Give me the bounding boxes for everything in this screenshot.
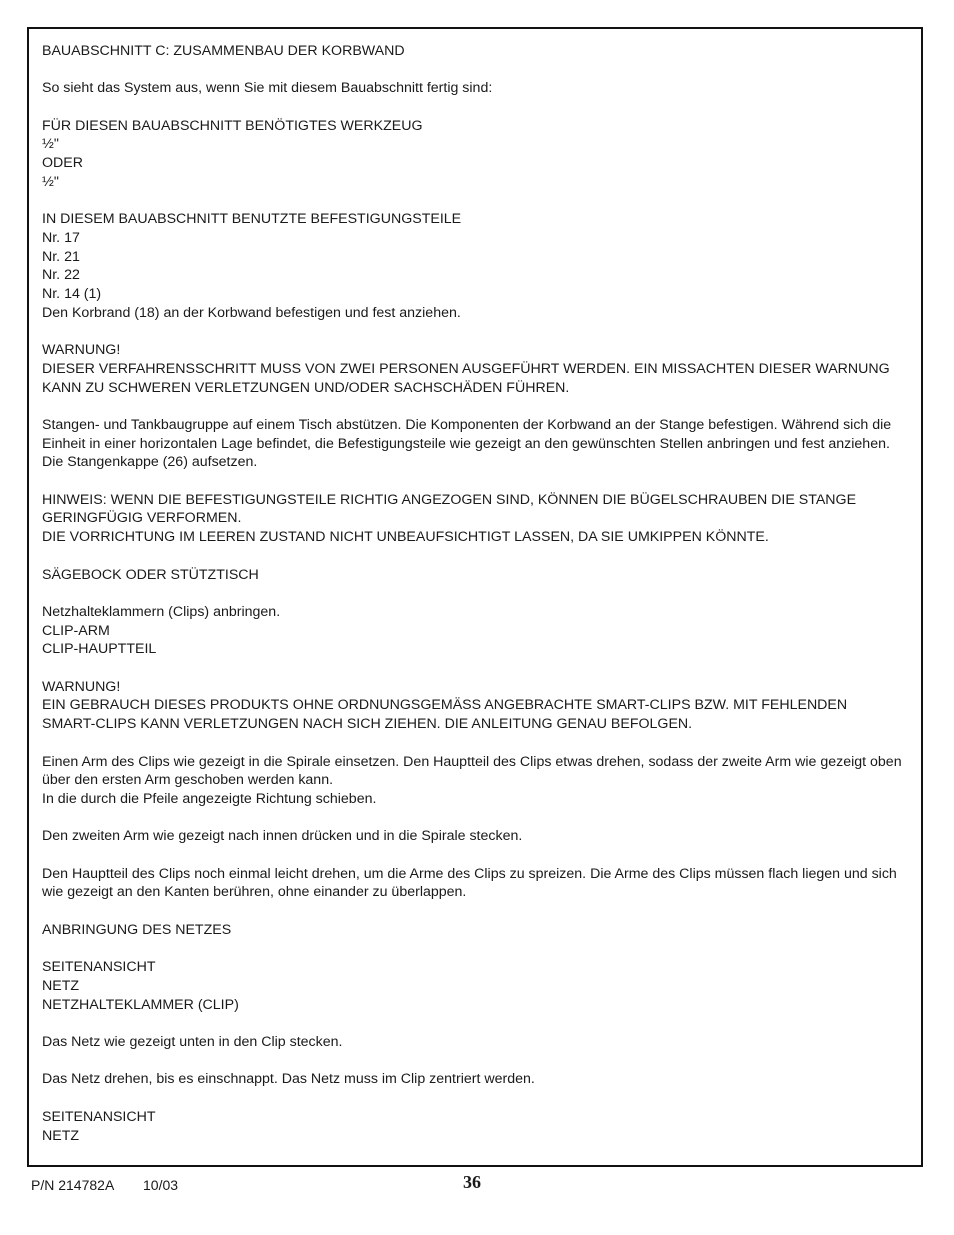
paragraph-sawhorse: SÄGEBOCK ODER STÜTZTISCH (42, 566, 259, 583)
page-number: 36 (463, 1172, 481, 1192)
paragraph-tools: FÜR DIESEN BAUABSCHNITT BENÖTIGTES WERKZEUG ½" ODER ½" (42, 117, 423, 190)
paragraph-insert-arm: Einen Arm des Clips wie gezeigt in die Spirale einsetzen. Den Hauptteil des Clips etwas drehen, sodass der zweite Arm wie gezeigt oben über den ersten Arm geschoben werden kann. In die durch die Pfeile angezeigte Richtung schieben. (42, 753, 902, 807)
paragraph-side-view-clip: SEITENANSICHT NETZ NETZHALTEKLAMMER (CLIP) (42, 959, 239, 1013)
paragraph-note-u-bolts: HINWEIS: WENN DIE BEFESTIGUNGSTEILE RICHTIG ANGEZOGEN SIND, KÖNNEN DIE BÜGELSCHRAUBEN DIE STANGE GERINGFÜGIG VERFORMEN. DIE VORRICHTUNG IM LEEREN ZUSTAND NICHT UNBEAUFSICHTIGT LASSEN, DA SIE UMKIPPEN KÖNNTE. (42, 491, 857, 546)
paragraph-clips: Netzhalteklammern (Clips) anbringen. CLIP-ARM CLIP-HAUPTTEIL (42, 603, 281, 658)
paragraph-intro: So sieht das System aus, wenn Sie mit diesem Bauabschnitt fertig sind: (42, 80, 493, 97)
footer-date: 10/03 (143, 1177, 179, 1193)
footer-part-number: P/N 214782A (31, 1177, 115, 1193)
document-body (42, 42, 904, 1164)
paragraph-rotate-net: Das Netz drehen, bis es einschnappt. Das Netz muss im Clip zentriert werden. (42, 1071, 535, 1088)
paragraph-net-heading: ANBRINGUNG DES NETZES (42, 921, 232, 938)
page-frame (27, 27, 923, 1167)
section-title: BAUABSCHNITT C: ZUSAMMENBAU DER KORBWAND (42, 43, 405, 59)
paragraph-spread-arms: Den Hauptteil des Clips noch einmal leicht drehen, um die Arme des Clips zu spreizen. Die Arme des Clips müssen flach liegen und sich wie gezeigt an den Kanten berühren, ohne einander zu überlappen. (42, 865, 897, 901)
paragraph-fasteners: IN DIESEM BAUABSCHNITT BENUTZTE BEFESTIGUNGSTEILE Nr. 17 Nr. 21 Nr. 22 Nr. 14 (1) Den Korbrand (18) an der Korbwand befestigen und fest anziehen. (42, 211, 462, 321)
paragraph-insert-net: Das Netz wie gezeigt unten in den Clip stecken. (42, 1034, 343, 1051)
paragraph-support-assembly: Stangen- und Tankbaugruppe auf einem Tisch abstützen. Die Komponenten der Korbwand an der Stange befestigen. Während sich die Einheit in einer horizontalen Lage befindet, die Befestigungsteile wie gezeigt an den gewünschten Stellen anbringen und fest anziehen. Die Stangenkappe (26) aufsetzen. (42, 416, 892, 471)
paragraph-warning-smart-clips: WARNUNG! EIN GEBRAUCH DIESES PRODUKTS OHNE ORDNUNGSGEMÄSS ANGEBRACHTE SMART-CLIPS BZW. MIT FEHLENDEN SMART-CLIPS KANN VERLETZUNGEN NACH SICH ZIEHEN. DIE ANLEITUNG GENAU BEFOLGEN. (42, 678, 848, 733)
paragraph-side-view-net: SEITENANSICHT NETZ (42, 1108, 156, 1144)
paragraph-second-arm: Den zweiten Arm wie gezeigt nach innen drücken und in die Spirale stecken. (42, 828, 523, 845)
paragraph-warning-two-persons: WARNUNG! DIESER VERFAHRENSSCHRITT MUSS VON ZWEI PERSONEN AUSGEFÜHRT WERDEN. EIN MISSACHTEN DIESER WARNUNG KANN ZU SCHWEREN VERLETZUNGEN UND/ODER SACHSCHÄDEN FÜHREN. (42, 342, 890, 396)
